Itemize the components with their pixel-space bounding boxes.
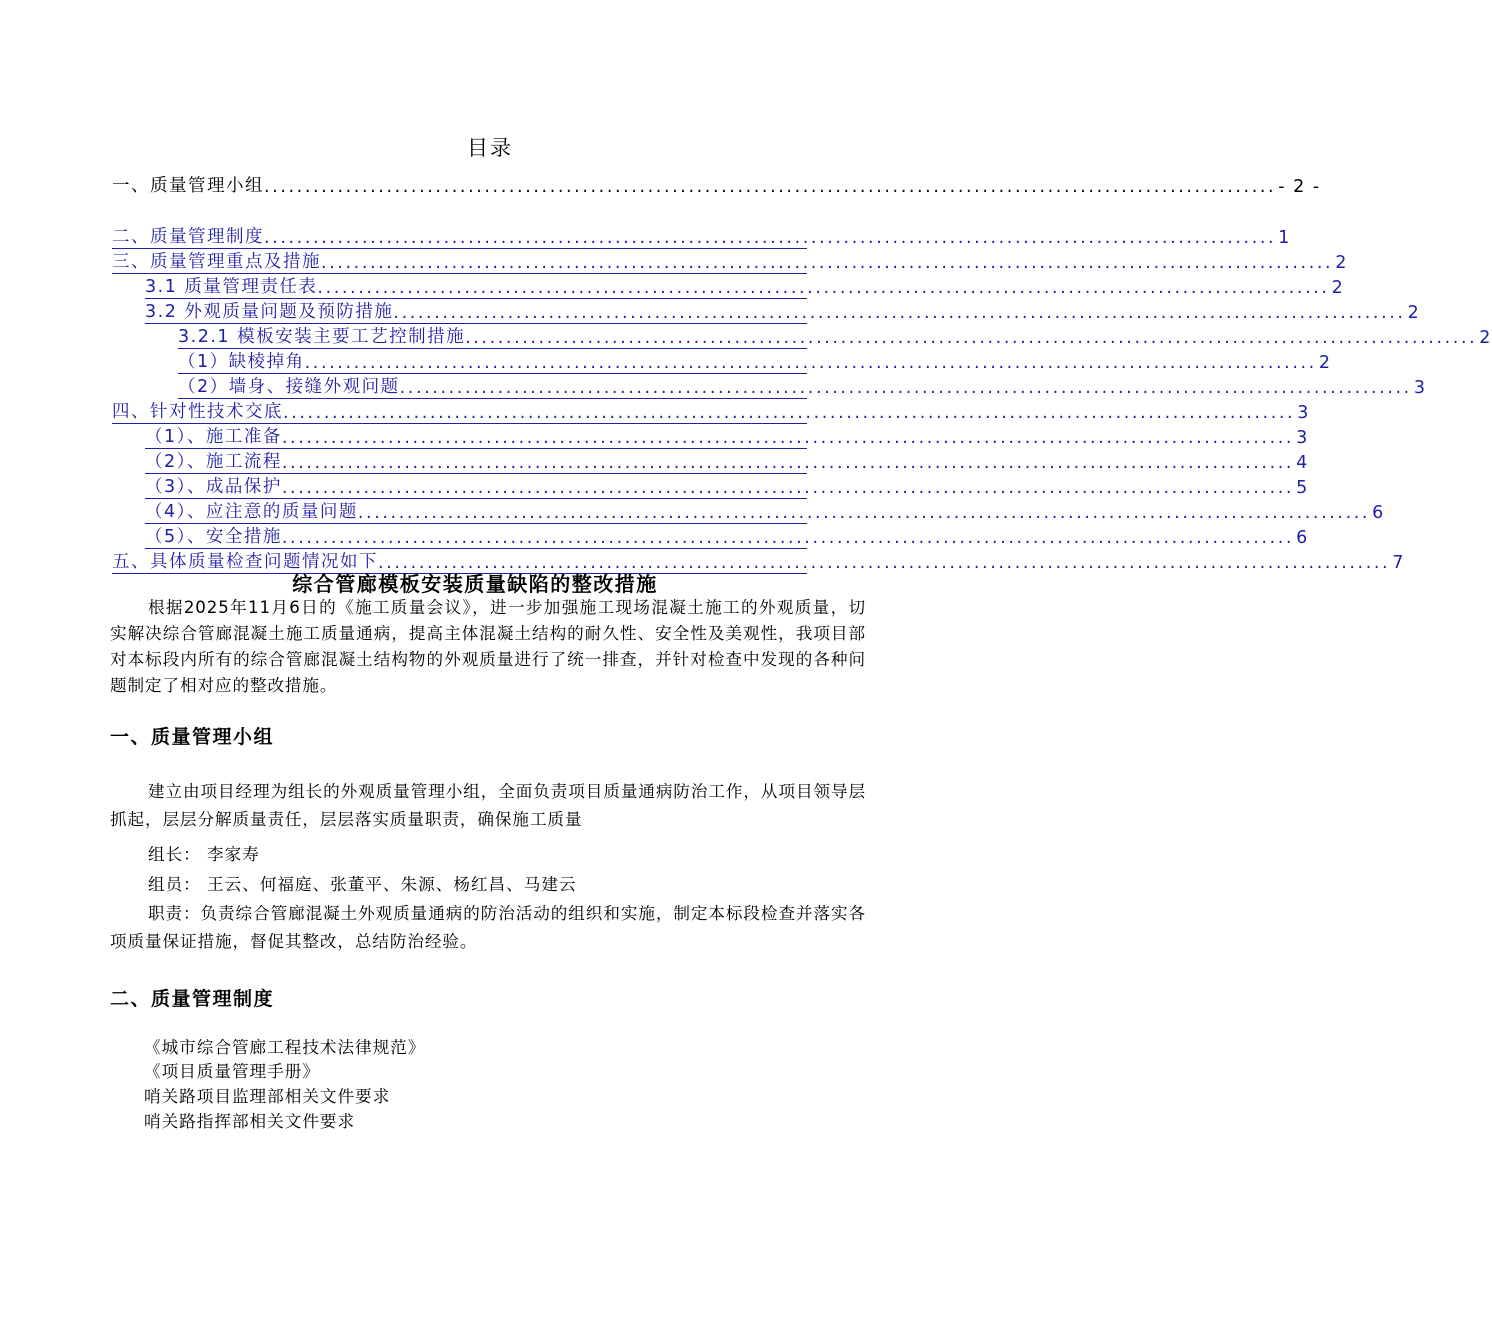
- toc-entry-label: 四、针对性技术交底: [112, 402, 283, 422]
- toc-entry-page-number: 7: [1392, 553, 1405, 573]
- toc-entry-page-number: 2: [1318, 353, 1332, 373]
- toc-entry-label: 3.2 外观质量问题及预防措施: [145, 302, 394, 322]
- section-heading-quality-system: 二、质量管理制度: [110, 988, 275, 1010]
- toc-entry[interactable]: [178, 349, 1332, 374]
- toc-leader-dots: ............................................................................................................................: [281, 428, 1295, 448]
- toc-entry[interactable]: [145, 274, 1345, 299]
- regulation-item: 哨关路指挥部相关文件要求: [144, 1112, 356, 1131]
- toc-leader-dots: ............................................................................................................................: [283, 403, 1296, 423]
- toc-entry[interactable]: [112, 399, 1310, 424]
- regulation-item: 《项目质量管理手册》: [144, 1062, 320, 1081]
- toc-entry-page-number: 2: [1407, 303, 1421, 323]
- intro-paragraph: 根据2025年11月6日的《施工质量会议》，进一步加强施工现场混凝土施工的外观质量，切实解决综合管廊混凝土施工质量通病，提高主体混凝土结构的耐久性、安全性及美观性，我项目部对本标段内所有的综合管廊混凝土结构物的外观质量进行了统一排查，并针对检查中发现的各种问题制定了相对应的整改措施。: [110, 598, 866, 695]
- toc-entry-label: 一、质量管理小组: [112, 176, 264, 196]
- toc-leader-dots: ............................................................................................................................: [393, 303, 1406, 323]
- toc-leader-dots: ............................................................................................................................: [465, 328, 1478, 348]
- toc-entry-page-number: 3: [1296, 428, 1309, 448]
- quality-group-paragraph: 建立由项目经理为组长的外观质量管理小组，全面负责项目质量通病防治工作，从项目领导层抓起，层层分解质量责任，层层落实质量职责，确保施工质量: [110, 782, 866, 829]
- toc-entry[interactable]: [145, 449, 1309, 474]
- toc-leader-dots: ............................................................................................................................: [399, 378, 1412, 398]
- group-duty: 职责：负责综合管廊混凝土外观质量通病的防治活动的组织和实施，制定本标段检查并落实各项质量保证措施，督促其整改，总结防治经验。: [110, 904, 866, 951]
- toc-entry-label: （4）、应注意的质量问题: [145, 502, 358, 522]
- toc-entry-label: 3.1 质量管理责任表: [145, 277, 318, 297]
- toc-leader-dots: ............................................................................................................................: [317, 278, 1330, 298]
- toc-entry: [112, 173, 1321, 197]
- section-heading-quality-group: 一、质量管理小组: [110, 726, 275, 748]
- toc-leader-dots: ............................................................................................................................: [264, 228, 1277, 248]
- toc-entry-page-number: 1: [1278, 228, 1291, 248]
- document-title: 综合管廊模板安装质量缺陷的整改措施: [292, 572, 658, 596]
- toc-title: 目录: [467, 136, 513, 160]
- toc-leader-dots: ............................................................................................................................: [281, 528, 1295, 548]
- toc-entry-label: （2）、施工流程: [145, 452, 282, 472]
- toc-entry[interactable]: [178, 374, 1427, 399]
- toc-entry-label: 三、质量管理重点及措施: [112, 252, 321, 272]
- toc-entry-label: 二、质量管理制度: [112, 227, 264, 247]
- toc-entry[interactable]: [112, 249, 1348, 274]
- toc-entry-page-number: 5: [1296, 478, 1309, 498]
- toc-entry-label: （1）、施工准备: [145, 427, 282, 447]
- toc-leader-dots: ............................................................................................................................: [321, 253, 1334, 273]
- toc-entry-page-number: 3: [1297, 403, 1310, 423]
- toc-leader-dots: ............................................................................................................................: [264, 177, 1277, 197]
- toc-entry-label: 3.2.1 模板安装主要工艺控制措施: [178, 327, 466, 347]
- toc-entry-label: 五、具体质量检查问题情况如下: [112, 552, 378, 572]
- toc-entry-label: （2）墙身、接缝外观问题: [178, 377, 400, 397]
- toc-entry-page-number: 2: [1479, 328, 1492, 348]
- toc-entry[interactable]: [145, 474, 1309, 499]
- toc-entry-page-number: 6: [1296, 528, 1309, 548]
- regulation-item: 《城市综合管廊工程技术法律规范》: [144, 1038, 426, 1057]
- toc-entry-page-number: 6: [1372, 503, 1385, 523]
- toc-entry[interactable]: [145, 524, 1309, 549]
- toc-entry[interactable]: [145, 299, 1421, 324]
- toc-leader-dots: ............................................................................................................................: [357, 503, 1371, 523]
- toc-entry-label: （1）缺棱掉角: [178, 352, 305, 372]
- toc-leader-dots: ............................................................................................................................: [304, 353, 1317, 373]
- toc-entry[interactable]: [178, 324, 1492, 349]
- toc-entry[interactable]: [145, 499, 1385, 524]
- toc-entry-label: （3）、成品保护: [145, 477, 282, 497]
- toc-entry-page-number: - 2 -: [1278, 177, 1321, 197]
- toc-leader-dots: ............................................................................................................................: [281, 453, 1295, 473]
- toc-entry[interactable]: [112, 224, 1291, 249]
- regulation-item: 哨关路项目监理部相关文件要求: [144, 1087, 391, 1106]
- toc-leader-dots: ............................................................................................................................: [281, 478, 1295, 498]
- toc-leader-dots: ............................................................................................................................: [378, 553, 1391, 573]
- toc-entry-page-number: 2: [1331, 278, 1345, 298]
- toc-entry-page-number: 3: [1413, 378, 1427, 398]
- group-members: 组员： 王云、何福庭、张董平、朱源、杨红昌、马建云: [148, 875, 577, 894]
- group-leader: 组长： 李家寿: [148, 845, 260, 864]
- toc-entry-page-number: 2: [1335, 253, 1348, 273]
- toc-entry-label: （5）、安全措施: [145, 527, 282, 547]
- toc-entry[interactable]: [145, 424, 1309, 449]
- toc-entry-page-number: 4: [1296, 453, 1309, 473]
